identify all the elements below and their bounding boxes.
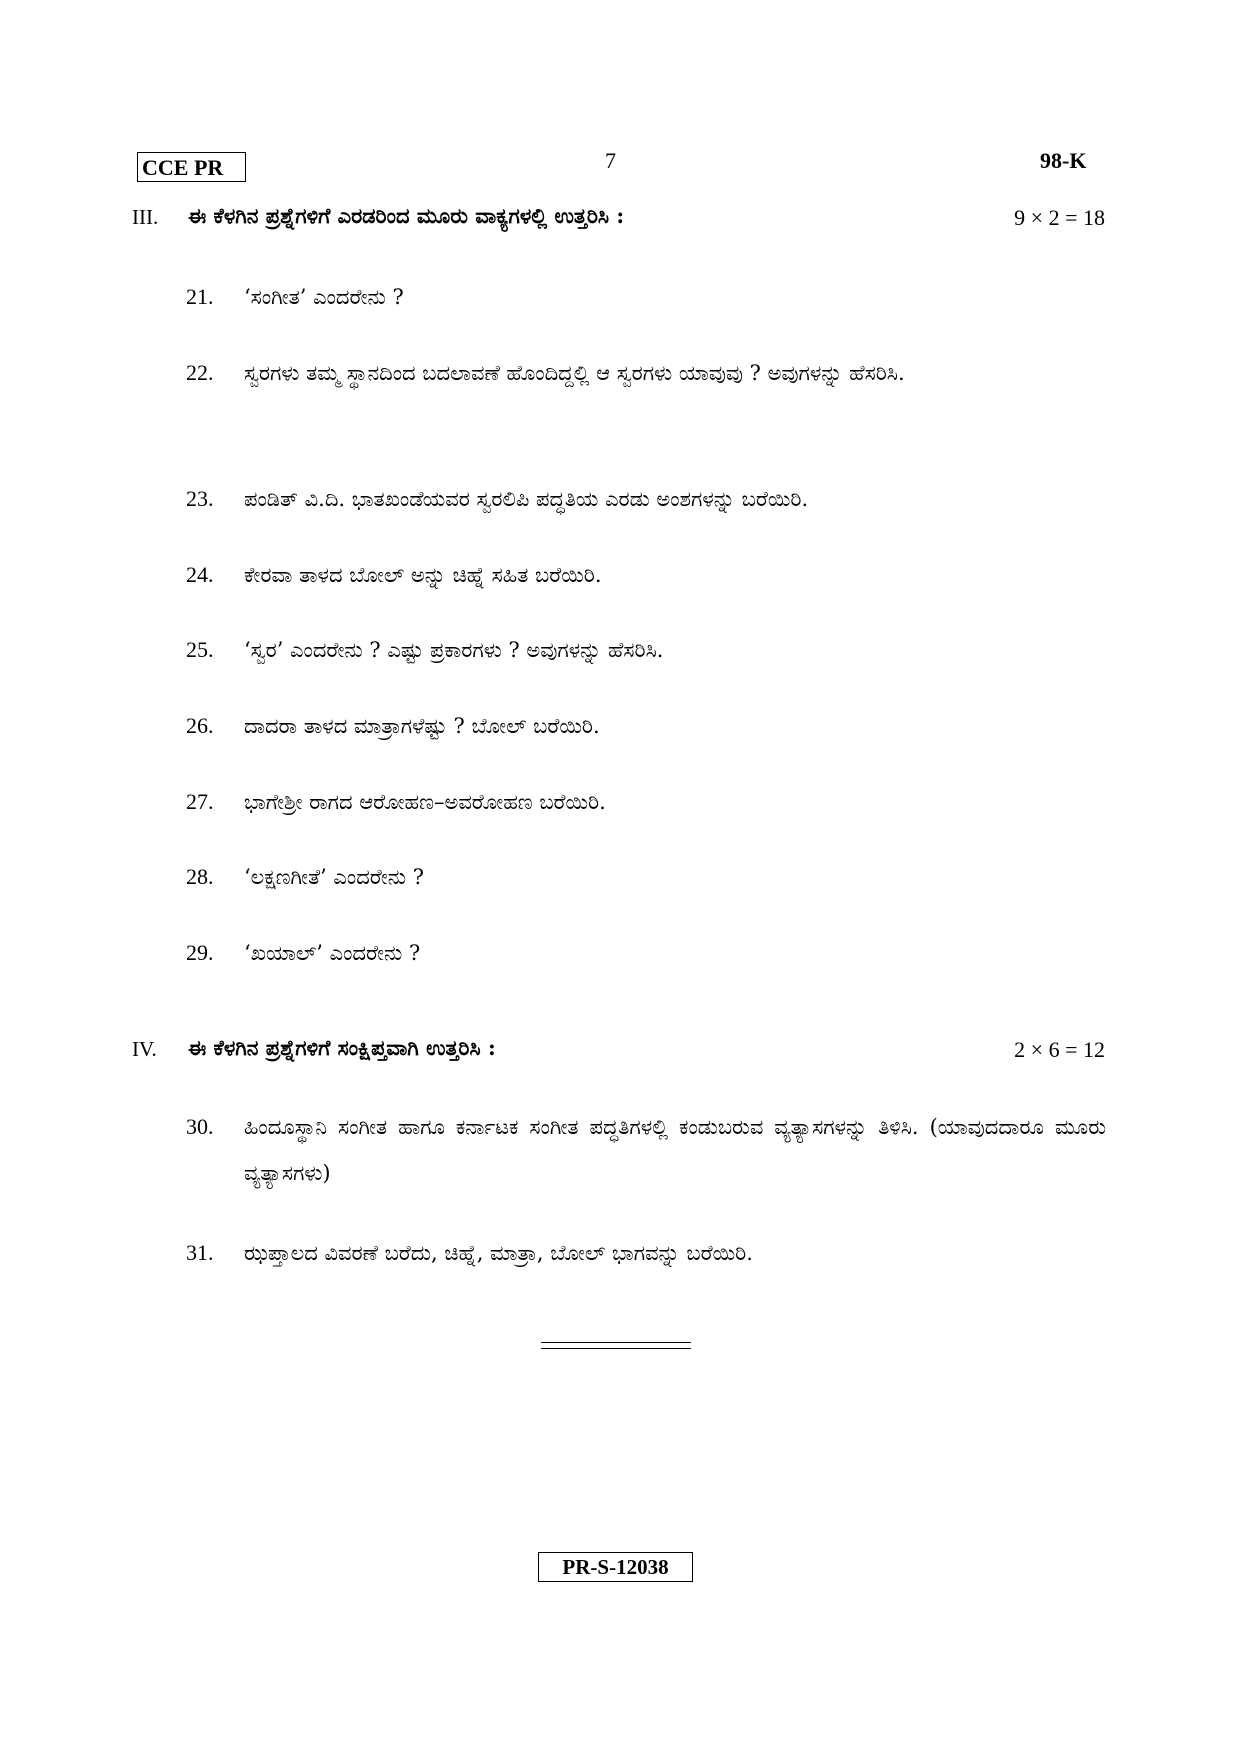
question-number: 23. [186,486,214,511]
question-number: 25. [186,637,214,662]
question-text: ಭಾಗೇಶ್ರೀ ರಾಗದ ಆರೋಹಣ–ಅವರೋಹಣ ಬರೆಯಿರಿ. [244,790,606,814]
section-number: III. [132,205,159,229]
question-text: ‘ಲಕ್ಷಣಗೀತೆ’ ಎಂದರೇನು ? [244,865,425,889]
question-number: 28. [186,864,214,889]
question-number: 21. [186,284,214,309]
question-23 [186,476,1106,522]
question-number: 29. [186,940,214,965]
question-31 [186,1230,1106,1276]
question-28 [186,854,1106,900]
end-rule-bottom [541,1348,691,1349]
question-24 [186,552,1106,598]
question-number: 30. [186,1114,214,1139]
question-number: 26. [186,713,214,738]
page-number: 7 [605,148,616,173]
section-marks: 2 × 6 = 12 [1014,1037,1105,1062]
question-29 [186,930,1106,976]
question-text: ದಾದರಾ ತಾಳದ ಮಾತ್ರಾಗಳೆಷ್ಟು ? ಬೋಲ್ ಬರೆಯಿರಿ. [244,714,600,738]
question-text: ಸ್ವರಗಳು ತಮ್ಮ ಸ್ಥಾನದಿಂದ ಬದಲಾವಣೆ ಹೊಂದಿದ್ದಲ್ಲಿ ಆ ಸ್ವರಗಳು ಯಾವುವು ? ಅವುಗಳನ್ನು ಹೆಸರಿಸಿ. [244,361,905,385]
section-number: IV. [132,1037,157,1061]
question-21 [186,274,1106,320]
question-30 [186,1104,1106,1196]
question-text: ‘ಸ್ವರ’ ಎಂದರೇನು ? ಎಷ್ಟು ಪ್ರಕಾರಗಳು ? ಅವುಗಳನ್ನು ಹೆಸರಿಸಿ. [244,638,664,662]
question-text: ಪಂಡಿತ್ ವಿ.ದಿ. ಭಾತಖಂಡೆಯವರ ಸ್ವರಲಿಪಿ ಪದ್ಧತಿಯ ಎರಡು ಅಂಶಗಳನ್ನು ಬರೆಯಿರಿ. [244,487,809,511]
question-26 [186,703,1106,749]
question-27 [186,779,1106,825]
question-number: 31. [186,1240,214,1265]
question-number: 27. [186,789,214,814]
question-text: ಝಪ್ತಾಲದ ವಿವರಣೆ ಬರೆದು, ಚಿಹ್ನೆ, ಮಾತ್ರಾ, ಬೋಲ್ ಭಾಗವನ್ನು ಬರೆಯಿರಿ. [244,1241,753,1265]
section-instruction: ಈ ಕೆಳಗಿನ ಪ್ರಶ್ನೆಗಳಿಗೆ ಸಂಕ್ಷಿಪ್ತವಾಗಿ ಉತ್ತರಿಸಿ : [188,1035,496,1060]
question-22 [186,350,1106,396]
section-marks: 9 × 2 = 18 [1014,205,1105,230]
question-text: ‘ಖಯಾಲ್’ ಎಂದರೇನು ? [244,941,421,965]
question-text: ಕೇರವಾ ತಾಳದ ಬೋಲ್ ಅನ್ನು ಚಿಹ್ನೆ ಸಹಿತ ಬರೆಯಿರಿ. [244,563,602,587]
end-rule-top [541,1342,691,1343]
paper-code: 98-K [1040,148,1087,173]
question-number: 22. [186,360,214,385]
footer-code-box: PR-S-12038 [538,1552,693,1582]
question-number: 24. [186,562,214,587]
question-25 [186,627,1106,673]
question-text: ಹಿಂದೂಸ್ಥಾನಿ ಸಂಗೀತ ಹಾಗೂ ಕರ್ನಾಟಕ ಸಂಗೀತ ಪದ್ಧತಿಗಳಲ್ಲಿ ಕಂಡುಬರುವ ವ್ಯತ್ಯಾಸಗಳನ್ನು ತಿಳಿಸಿ. (ಯಾವುದದಾರೂ ಮೂರು ವ್ಯತ್ಯಾಸಗಳು) [244,1115,1106,1185]
section-instruction: ಈ ಕೆಳಗಿನ ಪ್ರಶ್ನೆಗಳಿಗೆ ಎರಡರಿಂದ ಮೂರು ವಾಕ್ಯಗಳಲ್ಲಿ ಉತ್ತರಿಸಿ : [188,203,625,228]
series-code-box: CCE PR [137,152,246,182]
question-text: ‘ಸಂಗೀತ’ ಎಂದರೇನು ? [244,285,404,309]
